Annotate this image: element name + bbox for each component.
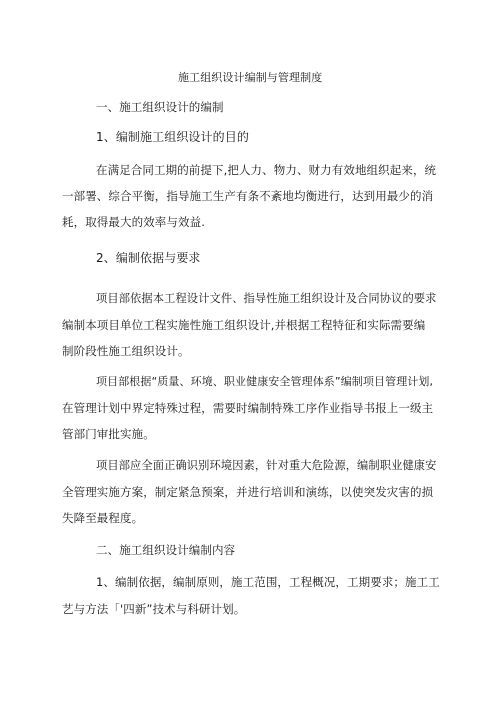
paragraph-line: 全管理实施方案，制定紧急预案，并进行培训和演练，以使突发灾害的损 (62, 485, 434, 499)
paragraph-line: 管部门审批实施。 (62, 427, 155, 441)
paragraph-line: 失降至最程度。 (62, 511, 144, 525)
paragraph-line: 一部署、综合平衡，指导施工生产有条不紊地均衡进行，达到用最少的消 (62, 189, 434, 203)
paragraph-line: 艺与方法「'四新”技术与科研计划。 (62, 602, 246, 616)
paragraph-line: 项目部依据本工程设计文件、指导性施工组织设计及合同协议的要求 (96, 292, 437, 305)
section-1-heading: 一、施工组织设计的编制 (96, 100, 224, 114)
paragraph-line: 在满足合同工期的前提下,把人力、物力、财力有效地组织起来，统 (96, 163, 437, 177)
subsection-2-heading: 2、编制依据与要求 (96, 251, 201, 265)
section-2-heading: 二、施工组织设计编制内容 (96, 543, 236, 557)
document-title: 施工组织设计编制与管理制度 (178, 71, 323, 84)
paragraph-line: 1、编制依据，编制原则，施工范围，工程概况，工期要求；施工工 (96, 575, 440, 589)
paragraph-line: 在管理计划中界定特殊过程，需要时编制特殊工序作业指导书报上一级主 (62, 401, 434, 415)
paragraph-line: 项目部根据“质量、环境、职业健康安全管理体系”编制项目管理计划, (96, 375, 434, 388)
paragraph-line: 制阶段性施工组织设计。 (62, 344, 190, 358)
paragraph-line: 项目部应全面正确识别环境因素，针对重大危险源，编制职业健康安 (96, 459, 437, 472)
paragraph-line: 编制本项目单位工程实施性施工组织设计,并根据工程特征和实际需要编 (62, 318, 426, 332)
paragraph-line: 耗，取得最大的效率与效益. (62, 215, 205, 229)
subsection-1-heading: 1、编制施工组织设计的目的 (96, 130, 249, 144)
